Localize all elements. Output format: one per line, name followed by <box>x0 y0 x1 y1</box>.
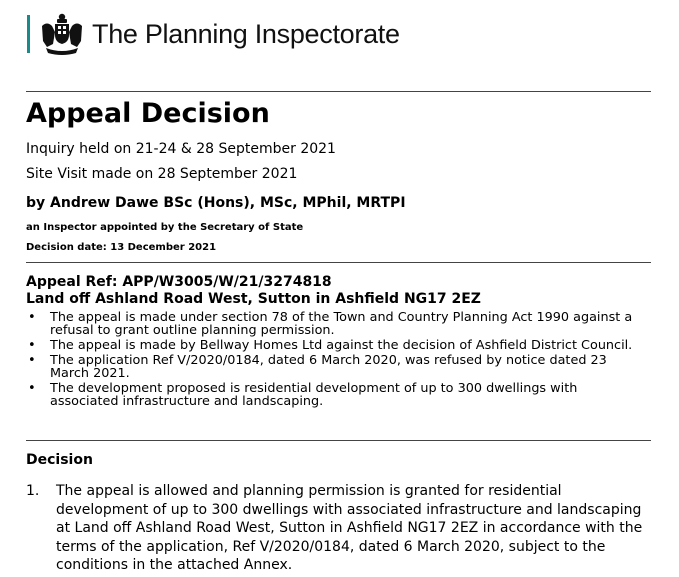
list-item: • The appeal is made by Bellway Homes Ltd against the decision of Ashfield District Council. <box>26 339 646 352</box>
list-item: • The appeal is made under section 78 of the Town and Country Planning Act 1990 against a refusal to grant outline planning permission. <box>26 311 646 337</box>
decision-heading: Decision <box>26 452 93 468</box>
appeal-reference: Appeal Ref: APP/W3005/W/21/3274818 <box>26 274 332 290</box>
header-divider <box>26 91 651 92</box>
decision-paragraph <box>26 482 646 575</box>
site-address: Land off Ashland Road West, Sutton in Ashfield NG17 2EZ <box>26 291 481 307</box>
inspector-appointment: an Inspector appointed by the Secretary of State <box>26 222 304 233</box>
decision-date: Decision date: 13 December 2021 <box>26 242 217 253</box>
list-item: • The application Ref V/2020/0184, dated 6 March 2020, was refused by notice dated 23 March 2021. <box>26 354 646 380</box>
page-title: Appeal Decision <box>26 98 270 129</box>
appeal-details-list <box>26 311 646 410</box>
header <box>27 12 400 56</box>
organisation-name: The Planning Inspectorate <box>92 18 400 49</box>
list-item: • The development proposed is residential development of up to 300 dwellings with associated infrastructure and landscaping. <box>26 382 646 408</box>
section-divider <box>26 262 651 263</box>
inspector-name: by Andrew Dawe BSc (Hons), MSc, MPhil, MRTPI <box>26 195 406 211</box>
royal-coat-of-arms-icon <box>38 12 86 56</box>
decision-text: The appeal is allowed and planning permission is granted for residential development of up to 300 dwellings with associated infrastructure and landscaping at Land off Ashland Road West, Sutton in Ashfield NG17 2EZ in accordance with the terms of the application, Ref V/2020/0184, dated 6 March 2020, subject to the conditions in the attached Annex. <box>56 483 643 573</box>
site-visit-date: Site Visit made on 28 September 2021 <box>26 166 298 182</box>
details-divider <box>26 440 651 441</box>
paragraph-number: 1. <box>26 483 40 499</box>
accent-bar <box>27 15 30 53</box>
inquiry-dates: Inquiry held on 21-24 & 28 September 2021 <box>26 141 336 157</box>
